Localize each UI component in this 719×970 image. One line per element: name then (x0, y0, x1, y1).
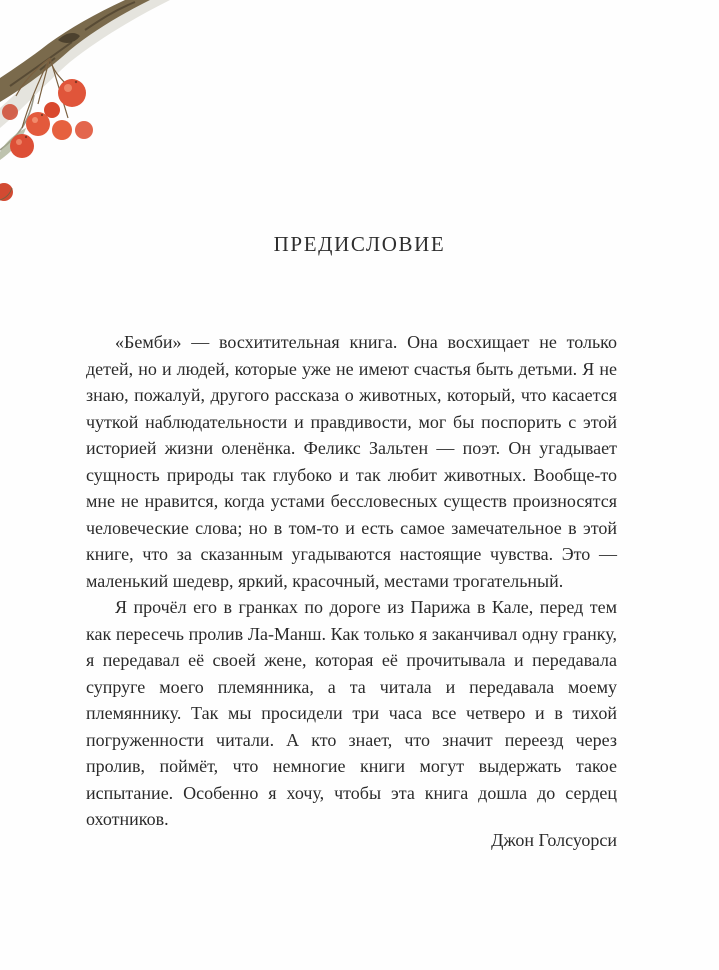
page-title: ПРЕДИСЛОВИЕ (273, 232, 446, 256)
berry (2, 104, 18, 120)
rowan-branch-illustration (0, 0, 170, 215)
author-signature: Джон Голсуорси (491, 830, 617, 850)
preface-text (86, 329, 617, 833)
berry (10, 134, 34, 158)
berry (52, 120, 72, 140)
berry (75, 121, 93, 139)
berry (0, 183, 13, 201)
berry (58, 79, 86, 107)
paragraph-1: «Бемби» — восхитительная книга. Она восхищает не только детей, но и людей, которые уже не имеют счастья быть детьми. Я не знаю, пожалуй, другого рассказа о животных, который, что касается чуткой наблюдательности и правдивости, мог бы поспорить с этой историей жизни оленёнка. Феликс Зальтен — поэт. Он угадывает сущность природы так глубоко и так любит животных. Вообще-то мне не нравится, когда устами бессловесных существ произносятся человеческие слова; но в том-то и есть самое замечательное в этой книге, что за сказанным угадываются настоящие чувства. Это — маленький шедевр, яркий, красочный, местами трогательный. (86, 332, 617, 591)
berry (44, 102, 60, 118)
paragraph-2: Я прочёл его в гранках по дороге из Парижа в Кале, перед тем как пересечь пролив Ла-Манш. Как только я заканчивал одну гранку, я передавал её своей жене, которая её прочитывала и передавала супруге моего племянника, а та читала и передавала моему племяннику. Так мы просидели три часа все четверо и в тихой погруженности читали. А кто знает, что значит переезд через пролив, поймёт, что немногие книги могут выдержать такое испытание. Особенно я хочу, чтобы эта книга дошла до сердец охотников. (86, 597, 617, 829)
